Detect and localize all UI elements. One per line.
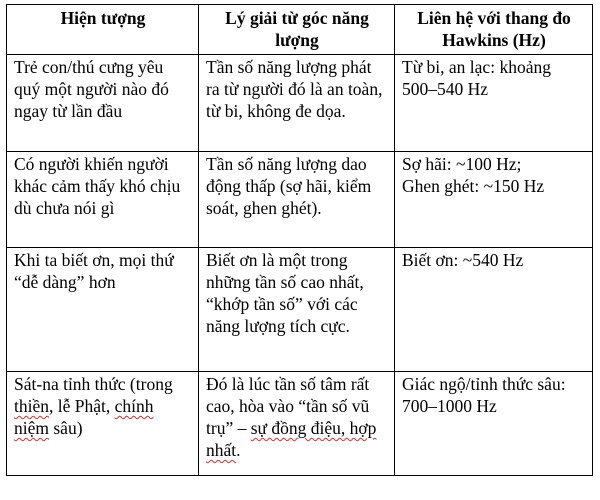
- table-header-row: [7, 5, 593, 55]
- header-energy-explanation: Lý giải từ góc năng lượng: [199, 5, 395, 55]
- hawkins-cell: Giác ngộ/tỉnh thức sâu: 700–1000 Hz: [395, 372, 593, 476]
- spellcheck-word: chính niệm: [14, 396, 154, 438]
- phenomenon-text: , lễ Phật,: [49, 396, 115, 416]
- explanation-cell: Tần số năng lượng phát ra từ người đó là an toàn, từ bi, không đe dọa.: [199, 55, 395, 152]
- hawkins-line: Ghen ghét: ~150 Hz: [402, 176, 545, 196]
- hawkins-line: Sợ hãi: ~100 Hz;: [402, 154, 522, 174]
- spellcheck-word: thiền: [14, 396, 49, 416]
- hawkins-cell: [395, 152, 593, 248]
- phenomenon-text: sâu): [49, 418, 83, 438]
- header-phenomenon: Hiện tượng: [7, 5, 199, 55]
- phenomenon-cell: Có người khiến người khác cảm thấy khó chịu dù chưa nói gì: [7, 152, 199, 248]
- hawkins-cell: Biết ơn: ~540 Hz: [395, 248, 593, 372]
- explanation-text: Đó là lúc tần số tâm rất cao, hòa vào “tần số vũ trụ” –: [206, 374, 370, 438]
- phenomenon-cell: [7, 372, 199, 476]
- table-row: [7, 55, 593, 152]
- explanation-cell: Biết ơn là một trong những tần số cao nhất, “khớp tần số” với các năng lượng tích cực.: [199, 248, 395, 372]
- hawkins-cell: Từ bi, an lạc: khoảng 500–540 Hz: [395, 55, 593, 152]
- phenomenon-cell: Khi ta biết ơn, mọi thứ “dễ dàng” hơn: [7, 248, 199, 372]
- table-row: [7, 152, 593, 248]
- spellcheck-phrase: sự đồng điệu, hợp nhất: [206, 418, 377, 460]
- table-row: [7, 248, 593, 372]
- phenomenon-text: Sát-na tỉnh thức (trong: [14, 374, 173, 394]
- explanation-cell: Tần số năng lượng dao động thấp (sợ hãi, kiểm soát, ghen ghét).: [199, 152, 395, 248]
- phenomenon-cell: Trẻ con/thú cưng yêu quý một người nào đó ngay từ lần đầu: [7, 55, 199, 152]
- table-row: [7, 372, 593, 476]
- header-hawkins-scale: Liên hệ với thang đo Hawkins (Hz): [395, 5, 593, 55]
- explanation-text: .: [236, 440, 241, 460]
- explanation-cell: [199, 372, 395, 476]
- hawkins-table: [6, 4, 593, 476]
